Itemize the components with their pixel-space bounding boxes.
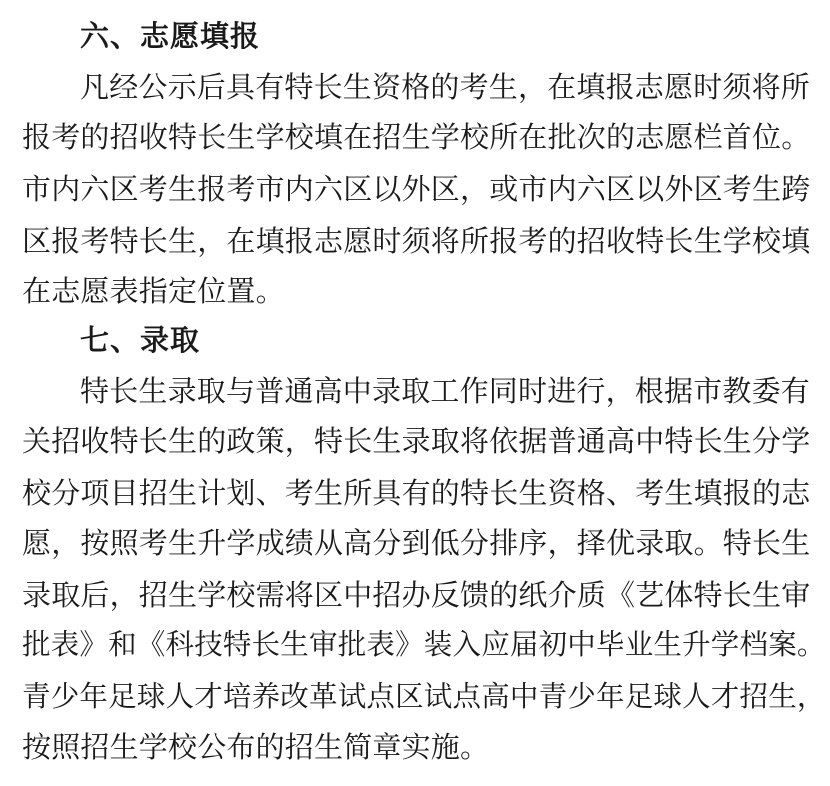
section-7-heading: 七、录取 — [80, 323, 201, 357]
section-7-paragraph-line: 录取后，招生学校需将区中招办反馈的纸介质《艺体特长生审 — [22, 578, 811, 612]
section-7-paragraph-line: 按照招生学校公布的招生简章实施。 — [22, 730, 490, 764]
section-7-paragraph-line: 愿，按照考生升学成绩从高分到低分排序，择优录取。特长生 — [22, 526, 811, 560]
section-7-paragraph-line: 关招收特长生的政策，特长生录取将依据普通高中特长生分学 — [22, 424, 811, 458]
section-7-paragraph-line: 校分项目招生计划、考生所具有的特长生资格、考生填报的志 — [22, 476, 811, 510]
section-6-paragraph-line: 凡经公示后具有特长生资格的考生，在填报志愿时须将所 — [80, 70, 811, 104]
section-6-paragraph-line: 市内六区考生报考市内六区以外区，或市内六区以外区考生跨 — [22, 172, 811, 206]
section-6-paragraph-line: 报考的招收特长生学校填在招生学校所在批次的志愿栏首位。 — [22, 120, 811, 154]
section-6-heading: 六、志愿填报 — [80, 19, 261, 53]
section-7-paragraph-line: 特长生录取与普通高中录取工作同时进行，根据市教委有 — [80, 374, 811, 408]
section-7-paragraph-line: 批表》和《科技特长生审批表》装入应届初中毕业生升学档案。 — [22, 628, 826, 661]
section-6-paragraph-line: 在志愿表指定位置。 — [22, 274, 285, 308]
section-6-paragraph-line: 区报考特长生，在填报志愿时须将所报考的招收特长生学校填 — [22, 224, 811, 258]
section-7-paragraph-line: 青少年足球人才培养改革试点区试点高中青少年足球人才招生， — [22, 680, 826, 713]
